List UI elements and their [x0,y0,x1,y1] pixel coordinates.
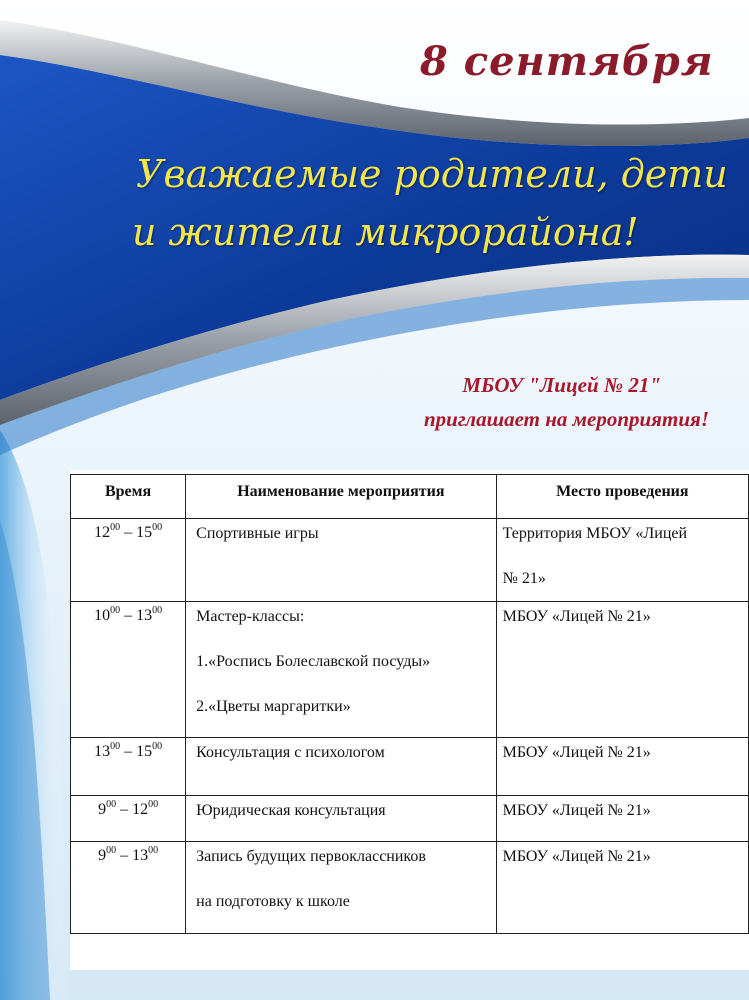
start-hour: 9 [98,847,107,864]
end-minutes: 00 [152,522,163,533]
table-row [71,738,749,796]
start-minutes: 00 [106,845,117,856]
location-cell [496,519,748,602]
table-row [71,602,749,738]
start-hour: 9 [98,801,107,818]
location-cell [496,602,748,738]
time-cell [71,842,186,934]
location-line: МБОУ «Лицей № 21» [502,802,651,819]
end-hour: 12 [132,801,149,818]
event-name-line: 2.«Цветы маргаритки» [196,698,351,715]
start-hour: 13 [94,743,111,760]
table-row [71,842,749,934]
end-minutes: 00 [148,845,159,856]
time-dash: – [120,743,137,760]
end-hour: 13 [136,607,153,624]
start-minutes: 00 [110,605,121,616]
time-dash: – [116,801,133,818]
greeting-line-2: и жители микрорайона! [132,210,639,254]
location-line: МБОУ «Лицей № 21» [502,608,651,625]
end-minutes: 00 [148,799,159,810]
event-name-cell [186,738,496,796]
end-hour: 13 [132,847,149,864]
time-dash: – [120,524,137,541]
start-hour: 10 [94,607,111,624]
event-name-cell [186,602,496,738]
events-table [70,474,749,934]
location-line: МБОУ «Лицей № 21» [502,744,651,761]
start-minutes: 00 [106,799,117,810]
event-name-line: на подготовку к школе [196,893,350,910]
start-minutes: 00 [110,522,121,533]
location-line: МБОУ «Лицей № 21» [502,848,651,865]
event-name-cell [186,842,496,934]
time-cell [71,602,186,738]
event-name-line: Юридическая консультация [196,802,386,819]
end-hour: 15 [136,743,153,760]
event-name-line: Консультация с психологом [196,744,385,761]
start-minutes: 00 [110,741,121,752]
time-dash: – [120,607,137,624]
location-line: № 21» [502,570,546,587]
event-name-cell [186,519,496,602]
time-cell [71,519,186,602]
header-time: Время [71,475,186,519]
invitation-text: приглашает на мероприятия! [423,407,709,431]
table-row [71,519,749,602]
event-name-line: Запись будущих первоклассников [196,848,426,865]
invitation-block [424,368,709,436]
end-minutes: 00 [152,741,163,752]
event-name-line: 1.«Роспись Болеславской посуды» [196,653,431,670]
event-name-line: Спортивные игры [196,525,319,542]
header-event-name: Наименование мероприятия [186,475,496,519]
end-hour: 15 [136,524,153,541]
location-cell [496,842,748,934]
location-cell [496,738,748,796]
start-hour: 12 [94,524,111,541]
event-date: 8 сентября [420,38,714,85]
event-name-line: Мастер-классы: [196,608,305,625]
time-cell [71,796,186,842]
time-cell [71,738,186,796]
time-dash: – [116,847,133,864]
location-line: Территория МБОУ «Лицей [502,525,688,542]
header-location: Место проведения [496,475,748,519]
end-minutes: 00 [152,605,163,616]
greeting-line-1: Уважаемые родители, дети [136,152,728,196]
organization-name: МБОУ "Лицей № 21" [462,373,661,397]
